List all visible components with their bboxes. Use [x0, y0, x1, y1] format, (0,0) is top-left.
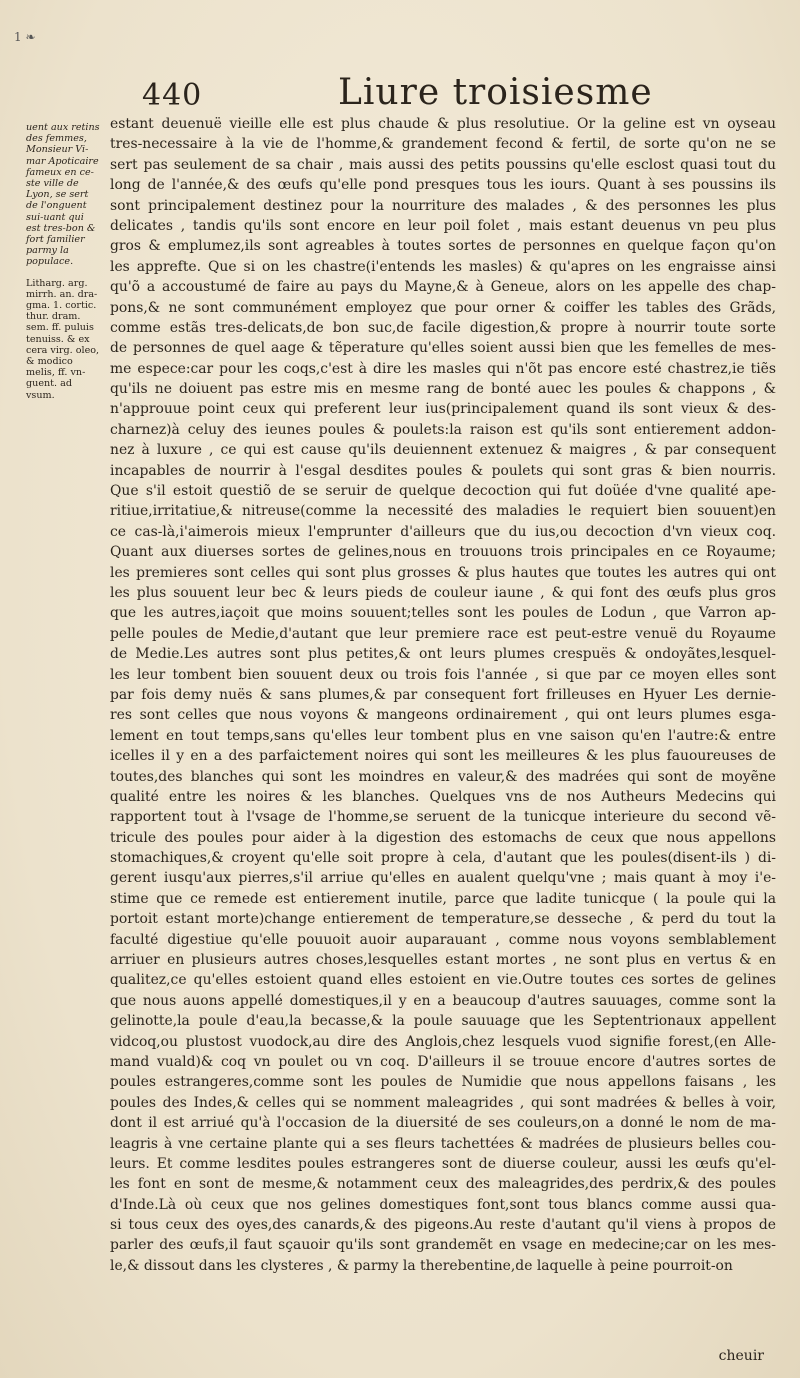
text-line: poules estrangeres,comme sont les poules de Numidie que nous appellons faisans , les — [110, 1074, 776, 1091]
text-line: portoit estant morte)change entierement de temperature,se desseche , & perd du tout la — [110, 911, 776, 928]
text-line: ce cas-là,i'aimerois mieux l'emprunter d'ailleurs que du ius,ou decoction d'vn vieux coq. — [110, 523, 776, 540]
text-line: de Medie.Les autres sont plus petites,& ont leurs plumes crespuës & ondoyãtes,lesquel- — [110, 646, 776, 663]
text-line: estant deuenuë vieille elle est plus chaude & plus resolutiue. Or la geline est vn oyseau — [110, 116, 776, 132]
text-line: vidcoq,ou plustost vuodock,au dire des Anglois,chez lesquels vuod signifie forest,(en Alle- — [110, 1033, 776, 1050]
text-line: les apprefte. Que si on les chastre(i'entends les masles) & qu'apres on les engraisse ainsi — [110, 258, 776, 275]
text-line: par fois demy nuës & sans plumes,& par consequent fort frilleuses en Hyuer Les dernie- — [110, 686, 776, 703]
running-head: Liure troisiesme — [338, 72, 653, 113]
text-line: lement en tout temps,sans qu'elles leur tombent plus en vne saison qu'en l'autre:& entre — [110, 727, 776, 744]
text-line: le,& dissout dans les clysteres , & parmy la therebentine,de laquelle à peine pourroit-on — [110, 1257, 733, 1274]
text-line: sont principalement destinez pour la nourriture des malades , & des personnes les plus — [110, 197, 776, 214]
text-line: leurs. Et comme lesdites poules estrangeres sont de diuerse couleur, aussi les œufs qu'el- — [110, 1155, 776, 1172]
text-line: les plus souuent leur bec & leurs pieds de couleur iaune , & qui font des œufs plus gros — [110, 584, 776, 601]
text-line: si tous ceux des oyes,des canards,& des pigeons.Au reste d'autant qu'il viens à propos de — [110, 1217, 776, 1234]
text-line: qu'ils ne doiuent pas estre mis en mesme rang de bonté auec les poules & chappons , & — [110, 381, 776, 398]
text-line: poules des Indes,& celles qui se nomment maleagrides , qui sont madrées & belles à voir, — [110, 1094, 776, 1111]
text-line: mand vuald)& coq vn poulet ou vn coq. D'ailleurs il se trouue encore d'autres sortes de — [110, 1053, 776, 1070]
text-line: qualitez,ce qu'elles estoient quand elles estoient en vie.Outre toutes ces sortes de gelines — [110, 972, 776, 989]
text-line: les premieres sont celles qui sont plus grosses & plus hautes que toutes les autres qui ont — [110, 564, 776, 581]
text-line: charnez)à celuy des ieunes poules & poulets:la raison est qu'ils sont entierement addon- — [110, 421, 776, 438]
text-line: les leur tombent bien souuent deux ou trois fois l'année , si que par ce moyen elles sont — [110, 666, 776, 683]
text-line: stomachiques,& croyent qu'elle soit propre à cela, d'autant que les poules(disent-ils ) di- — [110, 850, 776, 867]
text-line: long de l'année,& des œufs qu'elle pond presques tous les iours. Quant à ses poussins ils — [110, 177, 776, 194]
text-line: tres-necessaire à la vie de l'homme,& grandement fecond & fertil, de sorte qu'on ne se — [110, 136, 776, 153]
text-line: delicates , tandis qu'ils sont encore en leur poil folet , mais estant deuenus vn peu plus — [110, 217, 776, 234]
text-line: de personnes de quel aage & tẽperature qu'elles soient aussi bien que les femelles de mes- — [110, 340, 776, 357]
text-line: gros & emplumez,ils sont agreables à toutes sortes de personnes en quelque façon qu'on — [110, 238, 776, 255]
text-line: Quant aux diuerses sortes de gelines,nous en trouuons trois principales en ce Royaume; — [110, 544, 776, 561]
text-line: comme estãs tres-delicats,de bon suc,de facile digestion,& propre à nourrir toute sorte — [110, 319, 776, 336]
text-line: Que s'il estoit questiõ de se seruir de quelque decoction qui fut doüée d'vne qualité ape- — [110, 483, 776, 500]
text-line: ritiue,irritatiue,& nitreuse(comme la necessité des maladies le requiert bien souuent)en — [110, 503, 776, 520]
margin-notes — [26, 122, 100, 410]
text-line: sert pas seulement de sa chair , mais aussi des petits poussins qu'elle esclost quasi tout du — [110, 156, 776, 173]
text-line: stime que ce remede est entierement inutile, parce que ladite tunicque ( la poule qui la — [110, 890, 776, 907]
text-line: pons,& ne sont communément employez que pour orner & coiffer les tables des Grãds, — [110, 299, 776, 316]
margin-note: uent aux retins des femmes, Monsieur Vi-mar Apoticaire fameux en ce-ste ville de Lyon, se sert de l'onguent sui-uant qui est tres-bon & fort familier parmy la populace. — [26, 122, 100, 268]
text-line: les font en sont de mesme,& notamment ceux des maleagrides,des perdrix,& des poules — [110, 1176, 776, 1193]
text-line: qualité entre les noires & les blanches. Quelques vns de nos Autheurs Medecins qui — [110, 788, 776, 805]
text-line: nez à luxure , ce qui est cause qu'ils deuiennent extenuez & maigres , & par consequent — [110, 442, 776, 459]
text-line: gelinotte,la poule d'eau,la becasse,& la poule sauuage que les Septentrionaux appellent — [110, 1013, 776, 1030]
page-header — [0, 72, 800, 116]
text-line: me espece:car pour les coqs,c'est à dire les masles qui n'õt pas encore esté chastrez,ie tiẽs — [110, 360, 776, 377]
text-line: d'Inde.Là où ceux que nos gelines domestiques font,sont tous blancs comme aussi qua- — [110, 1196, 776, 1213]
text-line: leagris à vne certaine plante qui a ses fleurs tachettées & madrées de plusieurs belles cou- — [110, 1135, 776, 1152]
text-line: toutes,des blanches qui sont les moindres en valeur,& des madrées qui sont de moyẽne — [110, 768, 776, 785]
body-text — [110, 114, 776, 1276]
text-line: que nous auons appellé domestiques,il y en a beaucoup d'autres sauuages, comme sont la — [110, 992, 776, 1009]
text-line: pelle poules de Medie,d'autant que leur premiere race est peut-estre venuë du Royaume — [110, 625, 776, 642]
corner-mark: 1 ❧ — [14, 30, 36, 44]
margin-note: Litharg. arg. mirrh. an. dra-gma. 1. cortic. thur. dram. sem. ff. puluis tenuiss. & ex cera virg. oleo, & modico melis, ff. vn-guent. ad vsum. — [26, 277, 100, 401]
text-line: arriuer en plusieurs autres choses,lesquelles estant mortes , ne sont plus en vertus & en — [110, 952, 776, 969]
text-line: dont il est arriué qu'à l'occasion de la diuersité de ses couleurs,on a donné le nom de ma- — [110, 1115, 776, 1132]
catchword: cheuir — [718, 1348, 764, 1364]
text-line: que les autres,iaçoit que moins souuent;telles sont les poules de Lodun , que Varron ap- — [110, 605, 776, 622]
text-line: qu'õ a accoustumé de faire au pays du Mayne,& à Geneue, alors on les appelle des chap- — [110, 279, 776, 296]
text-line: res sont celles que nous voyons & mangeons ordinairement , qui ont leurs plumes esga- — [110, 707, 776, 724]
text-line: tricule des poules pour aider à la digestion des estomachs de ceux que nous appellons — [110, 829, 776, 846]
page-number: 440 — [142, 78, 203, 113]
text-line: incapables de nourrir à l'esgal desdites poules & poulets qui sont gras & bien nourris. — [110, 462, 776, 479]
text-line: rapportent tout à l'vsage de l'homme,se seruent de la tunicque interieure du second vẽ- — [110, 809, 776, 826]
text-line: n'approuue point ceux qui preferent leur ius(principalement quand ils sont vieux & des- — [110, 401, 776, 418]
text-line: parler des œufs,il faut sçauoir qu'ils sont grandemẽt en vsage en medecine;car on les mes- — [110, 1237, 776, 1254]
text-line: icelles il y en a des parfaictement noires qui sont les meilleures & les plus fauoureuses de — [110, 748, 776, 765]
text-line: faculté digestiue qu'elle pouuoit auoir auparauant , comme nous voyons semblablement — [110, 931, 776, 948]
text-line: gerent iusqu'aux pierres,s'il arriue qu'elles en aualent quelqu'vne ; mais quant à moy i'e- — [110, 870, 776, 887]
